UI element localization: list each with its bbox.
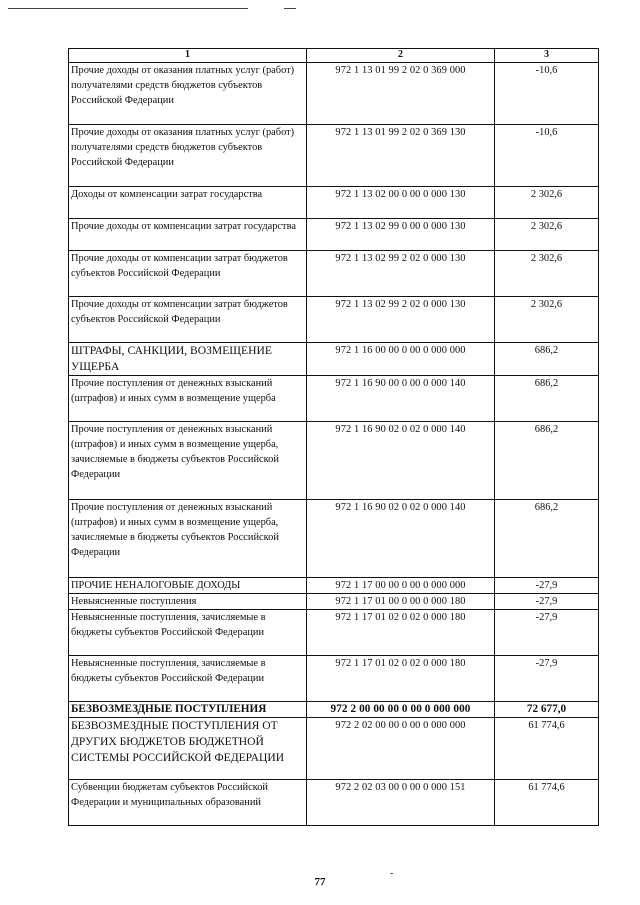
row-amount: -27,9 (495, 594, 599, 610)
row-amount: 686,2 (495, 343, 599, 376)
row-code: 972 1 17 01 02 0 02 0 000 180 (307, 610, 495, 656)
row-name: ШТРАФЫ, САНКЦИИ, ВОЗМЕЩЕНИЕ УЩЕРБА (69, 343, 307, 376)
row-name: Прочие поступления от денежных взысканий (штрафов) и иных сумм в возмещение ущерба (69, 376, 307, 422)
table-row (69, 251, 599, 297)
row-code: 972 2 02 00 00 0 00 0 000 000 (307, 718, 495, 780)
row-amount: -27,9 (495, 578, 599, 594)
table-row (69, 343, 599, 376)
row-code: 972 1 16 90 00 0 00 0 000 140 (307, 376, 495, 422)
table-row (69, 718, 599, 780)
row-code: 972 1 17 01 02 0 02 0 000 180 (307, 656, 495, 702)
row-name: Невыясненные поступления (69, 594, 307, 610)
row-name: Прочие поступления от денежных взысканий (штрафов) и иных сумм в возмещение ущерба, зачисляемые в бюджеты субъектов Российской Федерации (69, 422, 307, 500)
row-name: Прочие доходы от компенсации затрат государства (69, 219, 307, 251)
table-row (69, 702, 599, 718)
row-name: Прочие доходы от оказания платных услуг (работ) получателями средств бюджетов субъектов Российской Федерации (69, 63, 307, 125)
row-amount: 686,2 (495, 422, 599, 500)
row-code: 972 1 13 01 99 2 02 0 369 130 (307, 125, 495, 187)
row-amount: -10,6 (495, 125, 599, 187)
row-name: БЕЗВОЗМЕЗДНЫЕ ПОСТУПЛЕНИЯ ОТ ДРУГИХ БЮДЖЕТОВ БЮДЖЕТНОЙ СИСТЕМЫ РОССИЙСКОЙ ФЕДЕРАЦИИ (69, 718, 307, 780)
row-code: 972 1 13 02 00 0 00 0 000 130 (307, 187, 495, 219)
row-name: Прочие доходы от компенсации затрат бюджетов субъектов Российской Федерации (69, 297, 307, 343)
row-code: 972 1 16 90 02 0 02 0 000 140 (307, 422, 495, 500)
table-row (69, 500, 599, 578)
row-code: 972 1 16 00 00 0 00 0 000 000 (307, 343, 495, 376)
row-amount: 686,2 (495, 500, 599, 578)
table-row (69, 594, 599, 610)
top-rule-fragment (284, 8, 296, 9)
row-name: Субвенции бюджетам субъектов Российской Федерации и муниципальных образований (69, 780, 307, 826)
table-row (69, 219, 599, 251)
table-header-row (69, 49, 599, 63)
table-row (69, 656, 599, 702)
row-code: 972 1 13 02 99 2 02 0 000 130 (307, 297, 495, 343)
header-col-2: 2 (307, 49, 495, 63)
row-amount: 61 774,6 (495, 780, 599, 826)
table-row (69, 125, 599, 187)
row-name: Прочие доходы от оказания платных услуг (работ) получателями средств бюджетов субъектов Российской Федерации (69, 125, 307, 187)
row-amount: -27,9 (495, 656, 599, 702)
row-code: 972 1 13 02 99 2 02 0 000 130 (307, 251, 495, 297)
row-name: Прочие поступления от денежных взысканий (штрафов) и иных сумм в возмещение ущерба, зачисляемые в бюджеты субъектов Российской Федерации (69, 500, 307, 578)
table-row (69, 610, 599, 656)
row-amount: -10,6 (495, 63, 599, 125)
table-row (69, 376, 599, 422)
row-amount: 2 302,6 (495, 187, 599, 219)
table-row (69, 187, 599, 219)
row-code: 972 1 17 00 00 0 00 0 000 000 (307, 578, 495, 594)
table-row (69, 578, 599, 594)
budget-table (68, 48, 599, 826)
header-col-3: 3 (495, 49, 599, 63)
top-rule (8, 8, 248, 9)
row-amount: 2 302,6 (495, 219, 599, 251)
row-amount: 686,2 (495, 376, 599, 422)
table-row (69, 422, 599, 500)
table-row (69, 297, 599, 343)
row-name: ПРОЧИЕ НЕНАЛОГОВЫЕ ДОХОДЫ (69, 578, 307, 594)
row-name: БЕЗВОЗМЕЗДНЫЕ ПОСТУПЛЕНИЯ (69, 702, 307, 718)
page-number: 77 (314, 876, 326, 888)
table-row (69, 780, 599, 826)
row-amount: 61 774,6 (495, 718, 599, 780)
row-amount: 2 302,6 (495, 251, 599, 297)
row-code: 972 2 00 00 00 0 00 0 000 000 (307, 702, 495, 718)
row-code: 972 2 02 03 00 0 00 0 000 151 (307, 780, 495, 826)
row-code: 972 1 13 01 99 2 02 0 369 000 (307, 63, 495, 125)
row-code: 972 1 17 01 00 0 00 0 000 180 (307, 594, 495, 610)
row-code: 972 1 13 02 99 0 00 0 000 130 (307, 219, 495, 251)
row-amount: 2 302,6 (495, 297, 599, 343)
row-amount: -27,9 (495, 610, 599, 656)
header-col-1: 1 (69, 49, 307, 63)
row-name: Невыясненные поступления, зачисляемые в бюджеты субъектов Российской Федерации (69, 656, 307, 702)
row-name: Невыясненные поступления, зачисляемые в бюджеты субъектов Российской Федерации (69, 610, 307, 656)
row-name: Доходы от компенсации затрат государства (69, 187, 307, 219)
table-row (69, 63, 599, 125)
row-name: Прочие доходы от компенсации затрат бюджетов субъектов Российской Федерации (69, 251, 307, 297)
row-code: 972 1 16 90 02 0 02 0 000 140 (307, 500, 495, 578)
page-mark: - (390, 868, 394, 879)
row-amount: 72 677,0 (495, 702, 599, 718)
